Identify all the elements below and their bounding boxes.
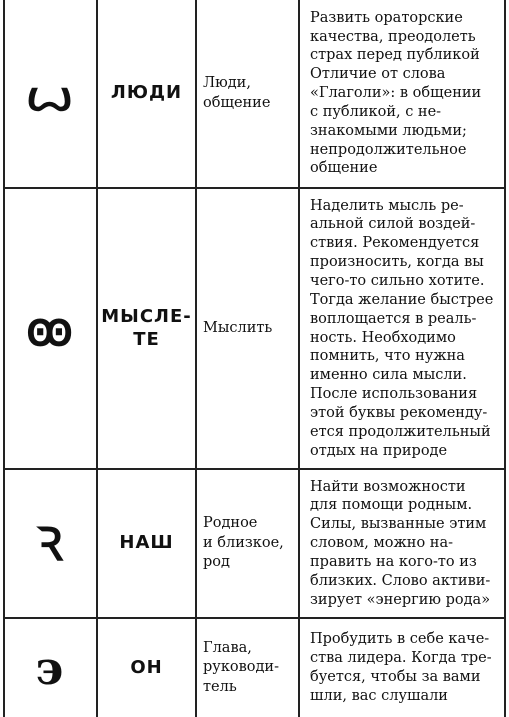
letter-name: НАШ (119, 532, 174, 554)
table-row (3, 0, 506, 187)
letter-description: Наделить мысль ре- альной силой воздей- ствия. Рекомендуется произносить, когда вы чего-то сильно хотите. Тогда желание быстрее воплощается в реаль- ность. Необходимо помнить, что нужна именно сила мысли. После использования этой буквы рекоменду- ется продолжительный отдых на природе (310, 197, 494, 459)
letter-meaning: Люди, общение (203, 74, 271, 111)
alphabet-table (3, 0, 506, 717)
table-row (3, 468, 506, 617)
letter-description: Развить ораторские качества, преодолеть страх перед публикой Отличие от слова «Глаголи»: в общении с публикой, с не- знакомыми людьми; непродолжительное общение (310, 9, 482, 177)
letter-meaning: Глава, руководи- тель (203, 639, 279, 695)
letter-meaning: Мыслить (203, 319, 273, 336)
letter-glyph: ꙭ (26, 301, 73, 356)
letter-name: ОН (130, 656, 163, 678)
table-row (3, 617, 506, 717)
letter-description: Найти возможности для помощи родным. Силы, вызванные этим словом, можно на- править на кого-то из близких. Слово активи- зирует «энергию рода» (310, 478, 491, 608)
letter-name: ЛЮДИ (110, 82, 183, 104)
letter-glyph: ꙍ (25, 66, 74, 121)
letter-name: МЫСЛЕ- ТЕ (101, 306, 192, 350)
letter-description: Пробудить в себе каче- ства лидера. Когда тре- буется, чтобы за вами шли, вас слушали (310, 631, 492, 704)
letter-glyph: Ꝛ (36, 516, 63, 571)
table-row (3, 187, 506, 468)
letter-glyph: ϶ (35, 641, 64, 695)
letter-meaning: Родное и близкое, род (203, 515, 284, 571)
